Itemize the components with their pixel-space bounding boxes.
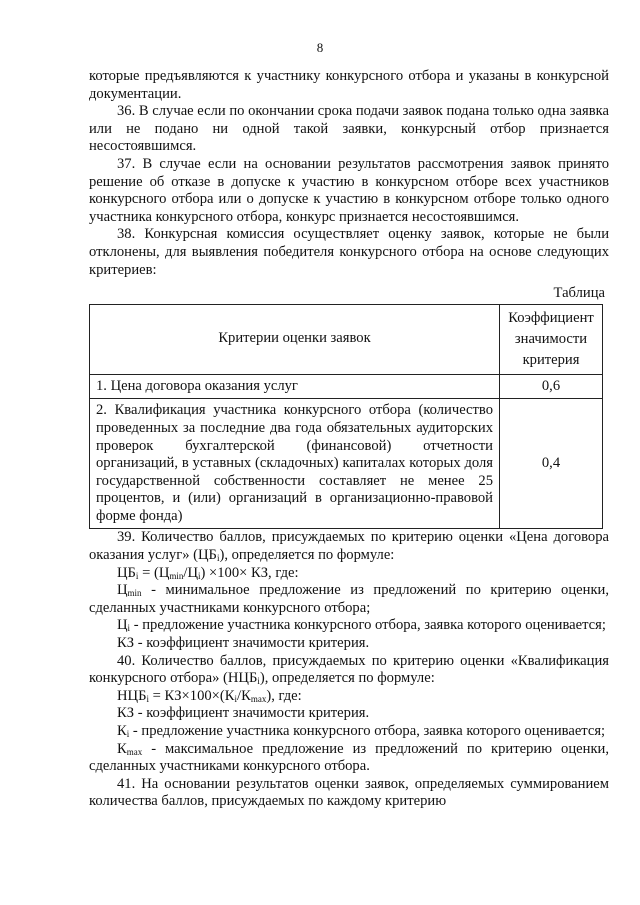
paragraph-d40c: $К_{max}$ - максимальное предложение из предложений по критерию оценки, сделанных участниками конкурсного отбора.	[89, 740, 609, 775]
document-body	[89, 68, 609, 811]
row-value: 0,6	[500, 374, 603, 399]
row-value: 0,4	[500, 399, 603, 529]
header-criteria: Критерии оценки заявок	[90, 304, 500, 374]
paragraph-p39: 39. Количество баллов, присуждаемых по критерию оценки «Цена договора оказания услуг» $(ЦБ_i)$, определяется по формуле:	[89, 529, 609, 564]
paragraph-d39b: $Ц_i$ - предложение участника конкурсного отбора, заявка которого оценивается;	[117, 617, 606, 634]
row-label: 1. Цена договора оказания услуг	[90, 374, 500, 399]
paragraph-p-cont: которые предъявляются к участнику конкурсного отбора и указаны в конкурсной документации.	[89, 68, 609, 102]
paragraph-d40a: КЗ - коэффициент значимости критерия.	[117, 705, 370, 722]
table-caption: Таблица	[553, 285, 605, 302]
paragraph-f39: $ЦБ_i = (Ц_{min}/Ц_i) \times 100\times$ КЗ, где:	[117, 564, 299, 581]
table-row	[90, 399, 603, 529]
paragraphs-top	[89, 68, 609, 279]
paragraph-p41: 41. На основании результатов оценки заявок, определяемых суммированием количества баллов, присуждаемых по каждому критерию	[89, 775, 609, 810]
criteria-table	[89, 304, 603, 530]
page-number: 8	[316, 40, 324, 55]
paragraph-p40: 40. Количество баллов, присуждаемых по критерию оценки «Квалификация конкурсного отбора» $(НЦБ_i)$, определяется по формуле:	[89, 652, 609, 687]
paragraph-p37: 37. В случае если на основании результатов рассмотрения заявок принято решение об отказе в допуске к участию в конкурсном отборе всех участников конкурсного отбора или о допуске к участию в конкурсном отборе только одного участника конкурсного отбора, конкурс признается несостоявшимся.	[89, 155, 609, 225]
paragraph-d39a: $Ц_{min}$ - минимальное предложение из предложений по критерию оценки, сделанных участниками конкурсного отбора;	[89, 582, 609, 616]
paragraphs-bottom	[89, 529, 609, 811]
header-coefficient: Коэффициент значимости критерия	[500, 304, 603, 374]
paragraph-p36: 36. В случае если по окончании срока подачи заявок подана только одна заявка или не подано ни одной такой заявки, конкурсный отбор признается несостоявшимся.	[89, 103, 609, 155]
table-header-row	[90, 304, 603, 374]
paragraph-d39c: КЗ - коэффициент значимости критерия.	[117, 635, 370, 652]
paragraph-p38: 38. Конкурсная комиссия осуществляет оценку заявок, которые не были отклонены, для выявления победителя конкурсного отбора на основе следующих критериев:	[89, 226, 609, 278]
paragraph-d40b: $К_i$ - предложение участника конкурсного отбора, заявка которого оценивается;	[117, 723, 606, 739]
paragraph-f40: $НЦБ_i = КЗ\times 100\times(К_i/К_{max})$, где:	[117, 687, 302, 704]
table-row	[90, 374, 603, 399]
row-label: 2. Квалификация участника конкурсного отбора (количество проведенных за последние два года обязательных аудиторских проверок бухгалтерской (финансовой) отчетности организаций, в уставных (складочных) капиталах которых доля государственной собственности составляет не менее 25 процентов, и (или) организаций в организационно-правовой форме фонда)	[90, 399, 500, 529]
